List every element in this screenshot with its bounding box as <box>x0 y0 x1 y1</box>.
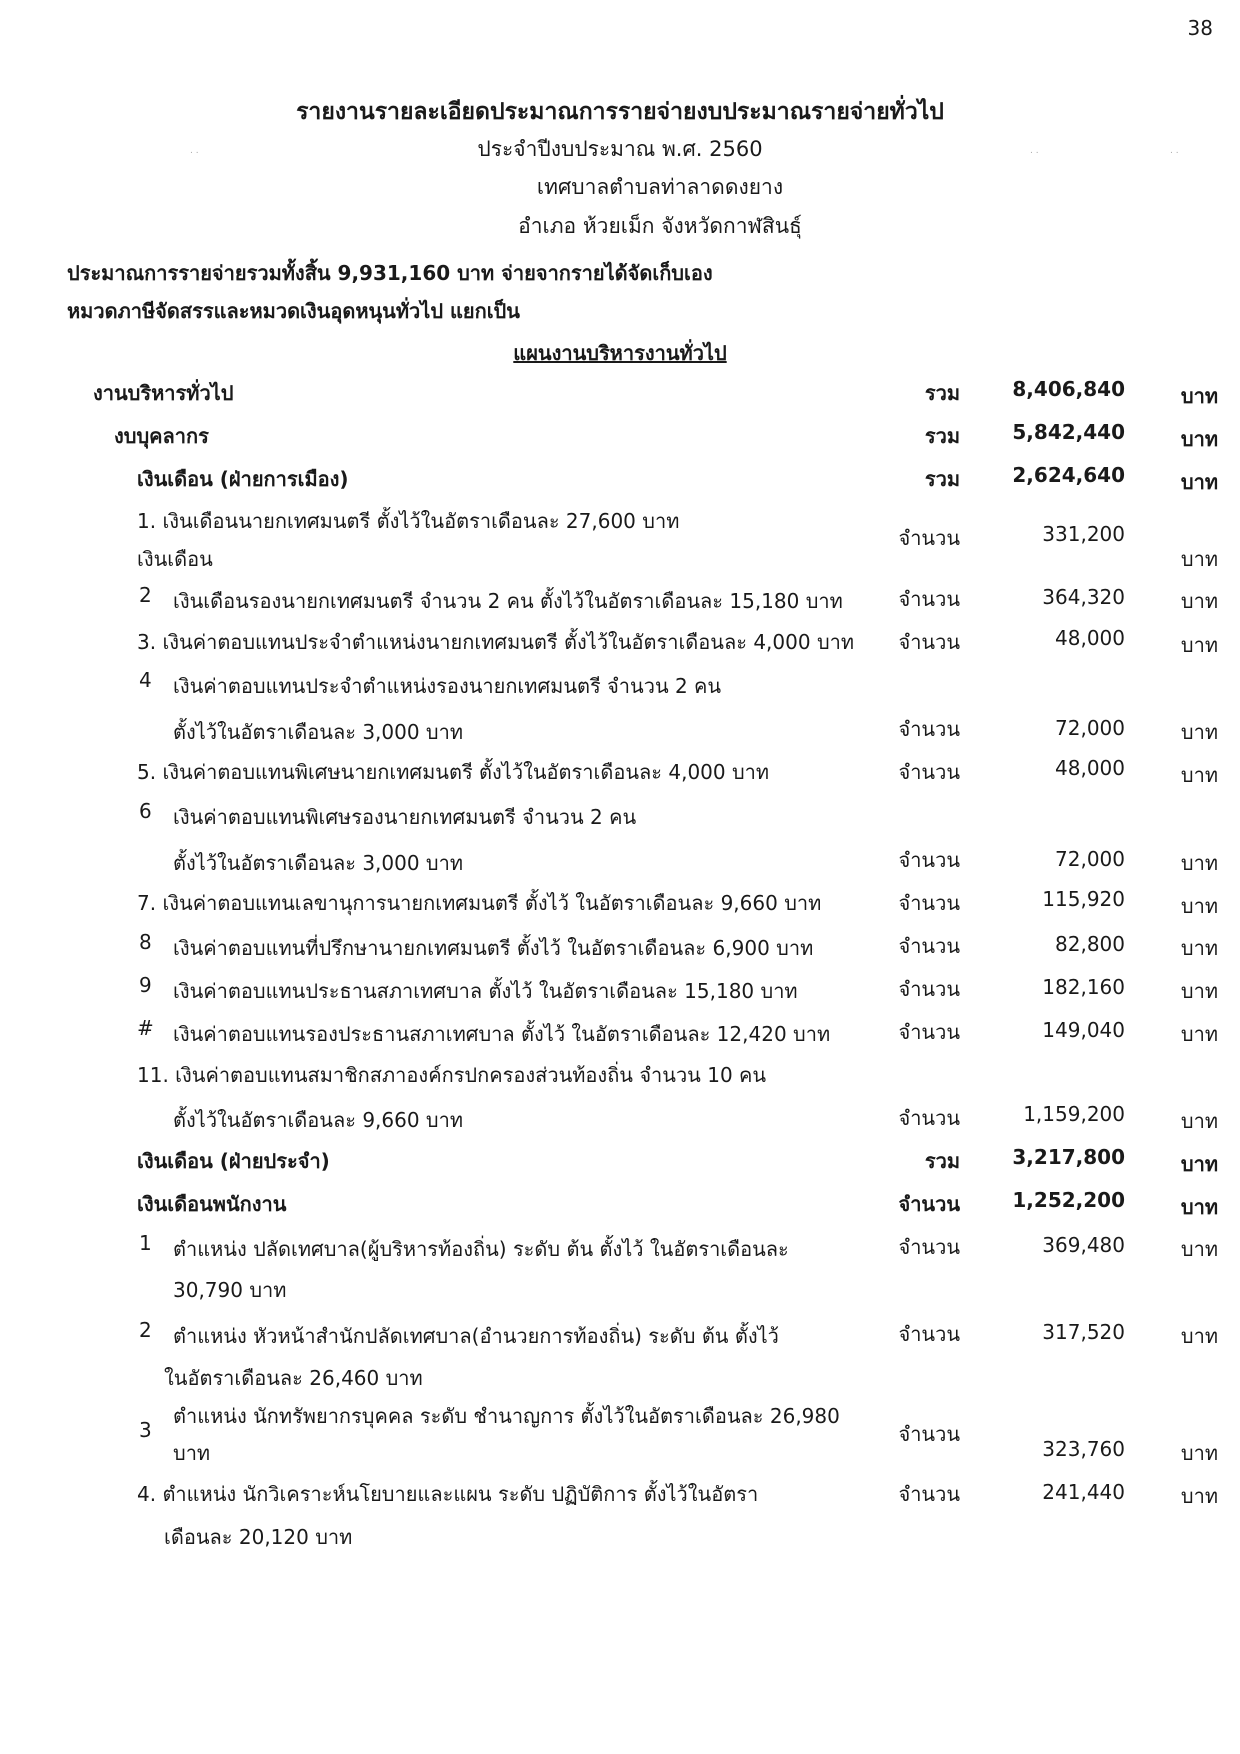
row-type: รวม <box>924 467 960 491</box>
row-label: เงินค่าตอบแทนประธานสภาเทศบาล ตั้งไว้ ในอัตราเดือนละ 15,180 บาท <box>173 979 798 1003</box>
intro-line-1: ประมาณการรายจ่ายรวมทั้งสิ้น 9,931,160 บาท จ่ายจากรายได้จัดเก็บเอง <box>67 261 713 285</box>
row-label-line-1: เงินค่าตอบแทนประจำตำแหน่งรองนายกเทศมนตรี จำนวน 2 คน <box>173 674 722 698</box>
row-type: จำนวน <box>898 1235 960 1259</box>
row-label-line-1: ตำแหน่ง ปลัดเทศบาล(ผู้บริหารท้องถิ่น) ระดับ ต้น ตั้งไว้ ในอัตราเดือนละ <box>173 1237 789 1261</box>
row-amount: 1,252,200 <box>1012 1188 1125 1212</box>
row-label: เงินเดือน (ฝ่ายประจำ) <box>137 1149 330 1173</box>
row-amount: 48,000 <box>1055 756 1125 780</box>
row-amount: 241,440 <box>1042 1480 1125 1504</box>
row-unit: บาท <box>1180 979 1218 1003</box>
row-unit: บาท <box>1180 763 1218 787</box>
row-unit: บาท <box>1180 1022 1218 1046</box>
row-unit: บาท <box>1180 851 1218 875</box>
row-label: เงินเดือนรองนายกเทศมนตรี จำนวน 2 คน ตั้งไว้ในอัตราเดือนละ 15,180 บาท <box>173 589 843 613</box>
row-amount: 323,760 <box>1042 1437 1125 1461</box>
row-label: เงินเดือนพนักงาน <box>137 1192 287 1216</box>
row-type: จำนวน <box>898 630 960 654</box>
row-unit: บาท <box>1180 1237 1218 1261</box>
row-type: จำนวน <box>898 587 960 611</box>
row-label-line-1: 11. เงินค่าตอบแทนสมาชิกสภาองค์กรปกครองส่วนท้องถิ่น จำนวน 10 คน <box>137 1063 767 1087</box>
row-label-line-2: บาท <box>173 1441 211 1465</box>
row-type: จำนวน <box>898 848 960 872</box>
faint-dots: . . <box>190 146 199 156</box>
faint-dots: . . <box>1170 146 1179 156</box>
row-label-line-2: ตั้งไว้ในอัตราเดือนละ 3,000 บาท <box>173 720 464 744</box>
row-type: รวม <box>924 381 960 405</box>
row-number: 6 <box>139 799 152 823</box>
row-unit: บาท <box>1180 1441 1218 1465</box>
row-label-line-1: ตำแหน่ง นักทรัพยากรบุคคล ระดับ ชำนาญการ ตั้งไว้ในอัตราเดือนละ 26,980 <box>173 1404 840 1428</box>
row-amount: 317,520 <box>1042 1320 1125 1344</box>
row-unit: บาท <box>1180 936 1218 960</box>
page-number: 38 <box>1187 16 1213 40</box>
faint-dots: . . <box>1030 146 1039 156</box>
row-label-line-1: 4. ตำแหน่ง นักวิเคราะห์นโยบายและแผน ระดับ ปฏิบัติการ ตั้งไว้ในอัตรา <box>137 1482 759 1506</box>
organization-location: อำเภอ ห้วยเม็ก จังหวัดกาฬสินธุ์ <box>518 214 802 238</box>
row-label: 3. เงินค่าตอบแทนประจำตำแหน่งนายกเทศมนตรี ตั้งไว้ในอัตราเดือนละ 4,000 บาท <box>137 630 855 654</box>
intro-line-2: หมวดภาษีจัดสรรและหมวดเงินอุดหนุนทั่วไป แยกเป็น <box>67 299 520 323</box>
plan-title: แผนงานบริหารงานทั่วไป <box>513 341 727 365</box>
row-type: จำนวน <box>898 934 960 958</box>
row-unit: บาท <box>1180 720 1218 744</box>
row-type: จำนวน <box>898 891 960 915</box>
row-type: จำนวน <box>898 1192 960 1216</box>
row-label-line-2: 30,790 บาท <box>173 1278 287 1302</box>
row-number: 8 <box>139 930 152 954</box>
row-amount: 364,320 <box>1042 585 1125 609</box>
row-label: เงินค่าตอบแทนที่ปรึกษานายกเทศมนตรี ตั้งไว้ ในอัตราเดือนละ 6,900 บาท <box>173 936 814 960</box>
row-unit: บาท <box>1180 1324 1218 1348</box>
report-title: รายงานรายละเอียดประมาณการรายจ่ายงบประมาณรายจ่ายทั่วไป <box>296 99 944 125</box>
row-amount: 82,800 <box>1055 932 1125 956</box>
row-unit: บาท <box>1180 1484 1218 1508</box>
row-type: จำนวน <box>898 1422 960 1446</box>
row-label-line-2: ในอัตราเดือนละ 26,460 บาท <box>164 1366 423 1390</box>
row-number: 3 <box>139 1418 152 1442</box>
row-type: จำนวน <box>898 760 960 784</box>
row-unit: บาท <box>1180 1195 1218 1219</box>
row-amount: 182,160 <box>1042 975 1125 999</box>
row-amount: 72,000 <box>1055 847 1125 871</box>
row-label-line-1: ตำแหน่ง หัวหน้าสำนักปลัดเทศบาล(อำนวยการท้องถิ่น) ระดับ ต้น ตั้งไว้ <box>173 1324 779 1348</box>
row-amount: 2,624,640 <box>1012 463 1125 487</box>
row-label-line-2: ตั้งไว้ในอัตราเดือนละ 3,000 บาท <box>173 851 464 875</box>
row-type: รวม <box>924 1149 960 1173</box>
row-unit: บาท <box>1180 384 1218 408</box>
row-label: 7. เงินค่าตอบแทนเลขานุการนายกเทศมนตรี ตั้งไว้ ในอัตราเดือนละ 9,660 บาท <box>137 891 822 915</box>
fiscal-year: ประจำปีงบประมาณ พ.ศ. 2560 <box>477 137 763 161</box>
row-type: จำนวน <box>898 977 960 1001</box>
row-type: จำนวน <box>898 1482 960 1506</box>
row-amount: 48,000 <box>1055 626 1125 650</box>
row-unit: บาท <box>1180 894 1218 918</box>
row-unit: บาท <box>1180 427 1218 451</box>
row-number: 1 <box>139 1231 152 1255</box>
row-unit: บาท <box>1180 547 1218 571</box>
row-label-line-2: เงินเดือน <box>137 547 213 571</box>
organization-name: เทศบาลตำบลท่าลาดดงยาง <box>536 175 784 199</box>
row-number: # <box>137 1016 154 1040</box>
row-amount: 1,159,200 <box>1023 1102 1125 1126</box>
row-label-line-1: 1. เงินเดือนนายกเทศมนตรี ตั้งไว้ในอัตราเดือนละ 27,600 บาท <box>137 509 680 533</box>
row-type: จำนวน <box>898 1322 960 1346</box>
row-label: 5. เงินค่าตอบแทนพิเศษนายกเทศมนตรี ตั้งไว้ในอัตราเดือนละ 4,000 บาท <box>137 760 770 784</box>
row-type: จำนวน <box>898 717 960 741</box>
row-type: จำนวน <box>898 1106 960 1130</box>
row-label-line-1: เงินค่าตอบแทนพิเศษรองนายกเทศมนตรี จำนวน 2 คน <box>173 805 637 829</box>
row-label-line-2: เดือนละ 20,120 บาท <box>164 1525 353 1549</box>
row-label: งานบริหารทั่วไป <box>93 381 234 405</box>
row-type: จำนวน <box>898 1020 960 1044</box>
row-label: งบบุคลากร <box>114 424 209 448</box>
row-amount: 72,000 <box>1055 716 1125 740</box>
row-unit: บาท <box>1180 633 1218 657</box>
row-number: 2 <box>139 583 152 607</box>
row-amount: 369,480 <box>1042 1233 1125 1257</box>
row-label: เงินค่าตอบแทนรองประธานสภาเทศบาล ตั้งไว้ ในอัตราเดือนละ 12,420 บาท <box>173 1022 831 1046</box>
row-amount: 149,040 <box>1042 1018 1125 1042</box>
row-number: 4 <box>139 668 152 692</box>
row-amount: 3,217,800 <box>1012 1145 1125 1169</box>
row-label: เงินเดือน (ฝ่ายการเมือง) <box>137 467 349 491</box>
row-amount: 8,406,840 <box>1012 377 1125 401</box>
row-amount: 115,920 <box>1042 887 1125 911</box>
row-unit: บาท <box>1180 589 1218 613</box>
row-number: 9 <box>139 973 152 997</box>
row-amount: 5,842,440 <box>1012 420 1125 444</box>
row-number: 2 <box>139 1318 152 1342</box>
row-type: จำนวน <box>898 526 960 550</box>
row-unit: บาท <box>1180 470 1218 494</box>
row-amount: 331,200 <box>1042 522 1125 546</box>
row-type: รวม <box>924 424 960 448</box>
row-label-line-2: ตั้งไว้ในอัตราเดือนละ 9,660 บาท <box>173 1108 464 1132</box>
row-unit: บาท <box>1180 1152 1218 1176</box>
row-unit: บาท <box>1180 1109 1218 1133</box>
